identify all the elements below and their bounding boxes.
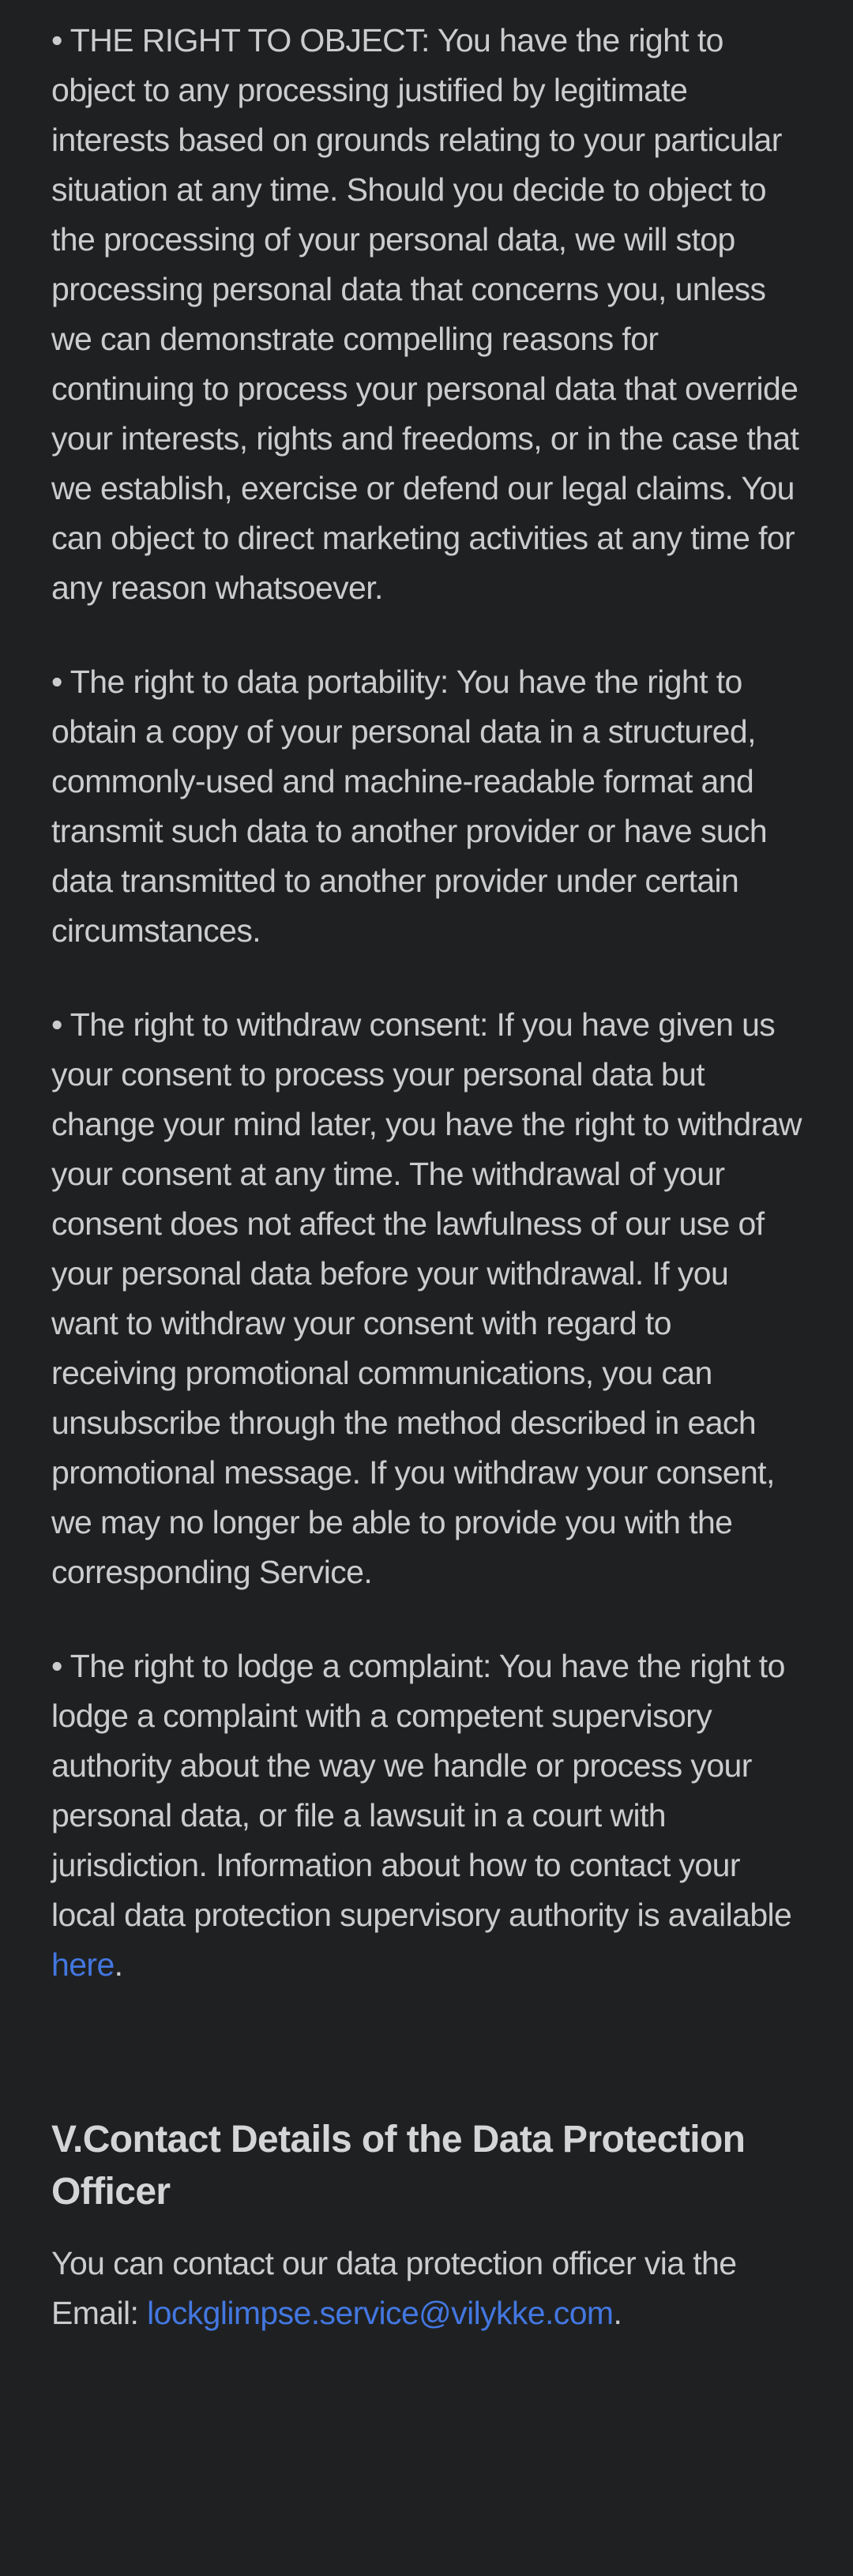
contact-text: You can contact our data protection officer via the Email:	[51, 2245, 737, 2331]
contact-text-suffix: .	[613, 2295, 622, 2331]
complaint-text: • The right to lodge a complaint: You have the right to lodge a complaint with a competent supervisory authority about the way we handle or process your personal data, or file a lawsuit in a court with jurisdiction. Information about how to contact your local data protection supervisory authority is available	[51, 1648, 792, 1933]
contact-section-heading: V.Contact Details of the Data Protection Officer	[51, 2119, 746, 2213]
contact-officer-paragraph	[51, 2239, 802, 2338]
rights-item-data-portability: • The right to data portability: You have the right to obtain a copy of your personal data in a structured, commonly-used and machine-readable format and transmit such data to another provider or have such data transmitted to another provider under certain circumstances.	[51, 664, 768, 949]
rights-item-lodge-complaint	[51, 1641, 802, 1990]
supervisory-authority-here-link[interactable]: here	[51, 1946, 115, 1983]
complaint-text-suffix: .	[114, 1946, 123, 1983]
dpo-email-link[interactable]: lockglimpse.service@vilykke.com	[147, 2295, 614, 2331]
rights-item-withdraw-consent: • The right to withdraw consent: If you have given us your consent to process your personal data but change your mind later, you have the right to withdraw your consent at any time. The withdrawal of your consent does not affect the lawfulness of our use of your personal data before your withdrawal. If you want to withdraw your consent with regard to receiving promotional communications, you can unsubscribe through the method described in each promotional message. If you withdraw your consent, we may no longer be able to provide you with the corresponding Service.	[51, 1006, 802, 1590]
rights-item-object: • THE RIGHT TO OBJECT: You have the right to object to any processing justified by legitimate interests based on grounds relating to your particular situation at any time. Should you decide to object to the processing of your personal data, we will stop processing personal data that concerns you, unless we can demonstrate compelling reasons for continuing to process your personal data that override your interests, rights and freedoms, or in the case that we establish, exercise or defend our legal claims. You can object to direct marketing activities at any time for any reason whatsoever.	[51, 22, 799, 606]
